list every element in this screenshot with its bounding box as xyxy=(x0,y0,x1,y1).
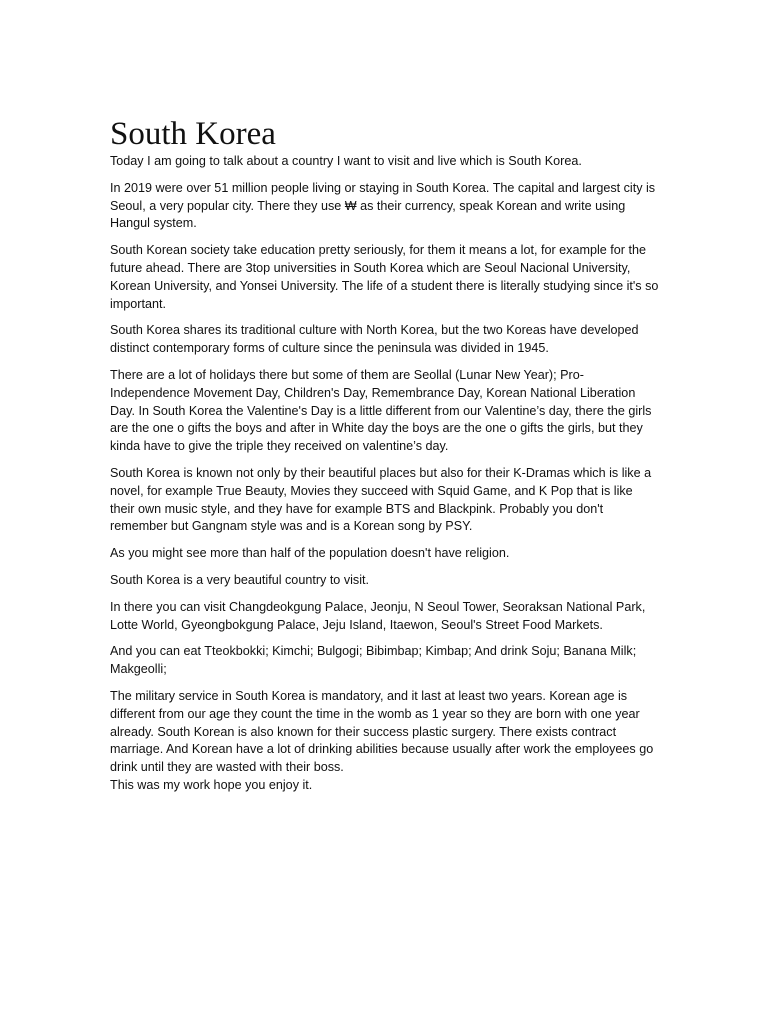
paragraph-education: South Korean society take education pretty seriously, for them it means a lot, for example for the future ahead. There are 3top universities in South Korea which are Seoul Nacional University, Korean University, and Yonsei University. The life of a student there is literally studying since it's so important. xyxy=(110,243,659,311)
paragraph-places: In there you can visit Changdeokgung Palace, Jeonju, N Seoul Tower, Seoraksan National Park, Lotte World, Gyeongbokgung Palace, Jeju Island, Itaewon, Seoul's Street Food Markets. xyxy=(110,599,646,632)
paragraph-food: And you can eat Tteokbokki; Kimchi; Bulgogi; Bibimbap; Kimbap; And drink Soju; Banana Milk; Makgeolli; xyxy=(110,644,637,677)
document-title: South Korea xyxy=(110,116,276,152)
paragraph-religion: As you might see more than half of the population doesn't have religion. xyxy=(110,546,510,561)
paragraph-closing: This was my work hope you enjoy it. xyxy=(110,777,313,792)
paragraph-culture: South Korea shares its traditional culture with North Korea, but the two Koreas have developed distinct contemporary forms of culture since the peninsula was divided in 1945. xyxy=(110,323,639,356)
paragraph-entertainment: South Korea is known not only by their beautiful places but also for their K-Dramas which is like a novel, for example True Beauty, Movies they succeed with Squid Game, and K Pop that is like their own music style, and they have for example BTS and Blackpink. Probably you don't remember but Gangnam style was and is a Korean song by PSY. xyxy=(110,465,652,534)
paragraph-holidays: There are a lot of holidays there but some of them are Seollal (Lunar New Year); Pro-Independence Movement Day, Children's Day, Remembrance Day, Korean National Liberation Day. In South Korea the Valentine's Day is a little different from our Valentine’s day, there the girls are the one o gifts the boys and after in White day the boys are the one o gifts the girls, but they kinda have to give the triple they received on valentine’s day. xyxy=(110,367,652,454)
document-body xyxy=(110,115,660,804)
paragraph-intro: Today I am going to talk about a country I want to visit and live which is South Korea. xyxy=(110,154,582,168)
paragraph-beautiful-country: South Korea is a very beautiful country to visit. xyxy=(110,572,370,587)
paragraph-population: In 2019 were over 51 million people living or staying in South Korea. The capital and largest city is Seoul, a very popular city. There they use ₩ as their currency, speak Korean and write using Hangul system. xyxy=(110,180,656,231)
paragraph-military-and-society: The military service in South Korea is mandatory, and it last at least two years. Korean age is different from our age they count the time in the womb as 1 year so they are born with one year already. South Korean is also known for their success plastic surgery. There exists contract marriage. And Korean have a lot of drinking abilities because usually after work the employees go drink until they are wasted with their boss. xyxy=(110,688,654,775)
